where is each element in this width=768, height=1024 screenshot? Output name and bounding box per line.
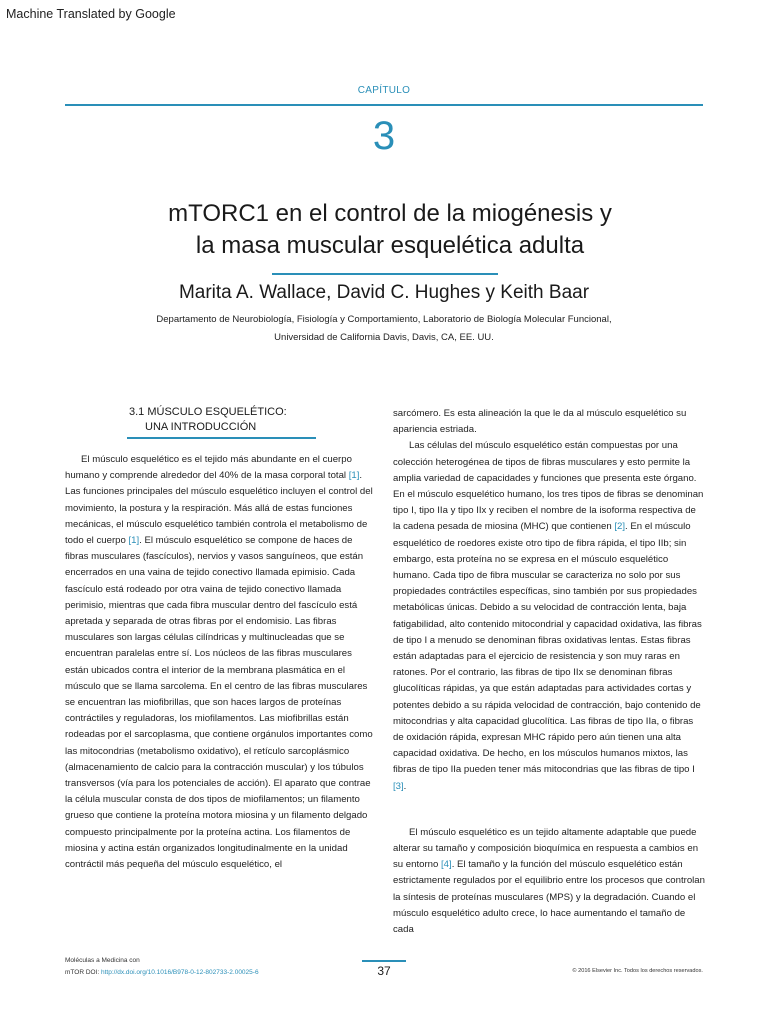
chapter-title-line2: la masa muscular esquelética adulta bbox=[195, 232, 585, 259]
text-run: . bbox=[403, 780, 407, 792]
authors: Marita A. Wallace, David C. Hughes y Keith Baar bbox=[178, 282, 590, 303]
section-heading bbox=[129, 405, 287, 435]
text-run: Las células del músculo esquelético están compuestas por una colección heterogénea de tipos de fibras musculares y esto permite la amplia variedad de capacidades y funciones que presenta este órgano. En el músculo esquelético humano, los tres tipos de fibras se denominan tipo I, tipo IIa y tipo IIx y reciben el nombre de la isoforma respectiva de la cadena pesada de miosina (MHC) que contienen bbox=[393, 440, 704, 533]
citation-link[interactable]: [4] bbox=[441, 859, 452, 871]
paragraph bbox=[393, 825, 705, 938]
right-column bbox=[393, 406, 705, 938]
paragraph bbox=[393, 438, 705, 794]
machine-translation-banner: Machine Translated by Google bbox=[6, 7, 176, 21]
chapter-rule bbox=[65, 104, 703, 106]
title-rule bbox=[272, 273, 498, 275]
text-run: . El tamaño y la función del músculo esquelético están estrictamente regulados por el equilibrio entre los procesos que controlan la síntesis de proteínas musculares (MPS) y la degradación. Cuando el músculo esquelético adulto crece, lo hace aumentando el tamaño de cada bbox=[393, 859, 705, 936]
affiliation-line2: Universidad de California Davis, Davis, CA, EE. UU. bbox=[274, 332, 494, 343]
text-run: El músculo esquelético es el tejido más abundante en el cuerpo humano y comprende alrededor del 40% de la masa corporal total bbox=[65, 454, 352, 482]
page-number-rule bbox=[362, 960, 406, 962]
text-run: . El músculo esquelético se compone de haces de fibras musculares (fascículos), nervios y vasos sanguíneos, que están encerrados en una vaina de tejido conectivo llamada epimisio. Cada fascículo está rodeado por otra vaina de tejido conectivo llamada perimisio, mientras que cada fibra muscular dentro del fascículo está apretada y separada de otras fibras por el endomisio. Las fibras musculares son largas células cilíndricas y multinucleadas que se encuentran paralelas entre sí. Los núcleos de las fibras musculares están ubicados contra el interior de la membrana plasmática en el músculo que se llama sarcolema. En el centro de las fibras musculares se encuentran las miofibrillas, que son haces largos de proteínas contráctiles y reguladoras, los miofilamentos. Las miofibrillas están rodeadas por el sarcoplasma, que contiene orgánulos importantes como las mitocondrias (metabolismo oxidativo), el retículo sarcoplásmico (almacenamiento de calcio para la contracción muscular) y los túbulos transversos (vía para los potenciales de acción). El aparato que contrae la célula muscular consta de dos tipos de miofilamentos; un filamento grueso que contiene la proteína motora miosina y un filamento delgado compuesto principalmente por la proteína actina. Los filamentos de miosina y actina están organizados longitudinalmente en la unidad contráctil más pequeña del músculo esquelético, el bbox=[65, 535, 373, 871]
footer-book-title: Moléculas a Medicina con bbox=[65, 957, 140, 964]
text-run: . En el músculo esquelético de roedores existe otro tipo de fibra rápida, el tipo IIb; sin embargo, esta proteína no se expresa en el músculo esquelético humano. Cada tipo de fibra muscular se caracteriza no solo por sus propiedades contráctiles específicas, sino también por sus propiedades metabólicas únicas. Debido a su velocidad de contracción lenta, baja fatigabilidad, alto contenido mitocondrial y capacidad oxidativa, las fibras de tipo I a menudo se denominan fibras oxidativas lentas. Estas fibras están adaptadas para el ejercicio de resistencia y son muy raras en ratones. Por el contrario, las fibras de tipo IIx se denominan fibras glucolíticas rápidas, ya que están adaptadas para actividades cortas y potentes debido a su rápida velocidad de contracción, bajo contenido de mitocondrias y alta capacidad glucolítica. Las fibras de tipo IIa, o fibras de oxidación rápida, expresan MHC rápido pero aún tienen una alta capacidad oxidativa. De hecho, en los músculos humanos mixtos, las fibras de tipo IIa pueden tener más mitocondrias que las fibras de tipo I bbox=[393, 521, 702, 776]
citation-link[interactable]: [1] bbox=[348, 470, 360, 482]
citation-link[interactable]: [2] bbox=[614, 521, 625, 533]
footer-doi-line bbox=[65, 967, 259, 979]
chapter-title bbox=[80, 198, 700, 262]
chapter-number: 3 bbox=[372, 114, 396, 158]
affiliation bbox=[70, 311, 698, 347]
page-number: 37 bbox=[377, 964, 391, 978]
chapter-label: CAPÍTULO bbox=[357, 85, 411, 96]
footer-book-info bbox=[65, 955, 259, 979]
paragraph: sarcómero. Es esta alineación la que le da al músculo esquelético su apariencia estriada. bbox=[393, 408, 687, 436]
paragraph bbox=[65, 452, 375, 873]
citation-link[interactable]: [3] bbox=[393, 780, 404, 792]
copyright: © 2016 Elsevier Inc. Todos los derechos reservados. bbox=[572, 968, 703, 974]
left-column bbox=[65, 452, 375, 873]
text-run: El músculo esquelético es un tejido altamente adaptable que puede alterar su tamaño y composición bioquímica en respuesta a cambios en su entorno bbox=[393, 826, 699, 871]
doi-label: mTOR DOI: bbox=[65, 969, 101, 976]
affiliation-line1: Departamento de Neurobiología, Fisiología y Comportamiento, Laboratorio de Biología Molecular Funcional, bbox=[156, 314, 612, 325]
text-run: . Las funciones principales del músculo esquelético incluyen el control del movimiento, la postura y la respiración. Más allá de estas funciones mecánicas, el músculo esquelético también controla el metabolismo de todo el cuerpo bbox=[65, 470, 373, 547]
section-heading-line1: 3.1 MÚSCULO ESQUELÉTICO: bbox=[129, 406, 287, 418]
section-rule bbox=[127, 437, 316, 439]
doi-link[interactable]: http://dx.doi.org/10.1016/B978-0-12-802733-2.00025-6 bbox=[101, 969, 259, 976]
section-heading-line2: UNA INTRODUCCIÓN bbox=[145, 421, 257, 433]
chapter-title-line1: mTORC1 en el control de la miogénesis y bbox=[168, 200, 612, 227]
citation-link[interactable]: [1] bbox=[128, 535, 140, 547]
paragraph-gap bbox=[393, 795, 705, 825]
